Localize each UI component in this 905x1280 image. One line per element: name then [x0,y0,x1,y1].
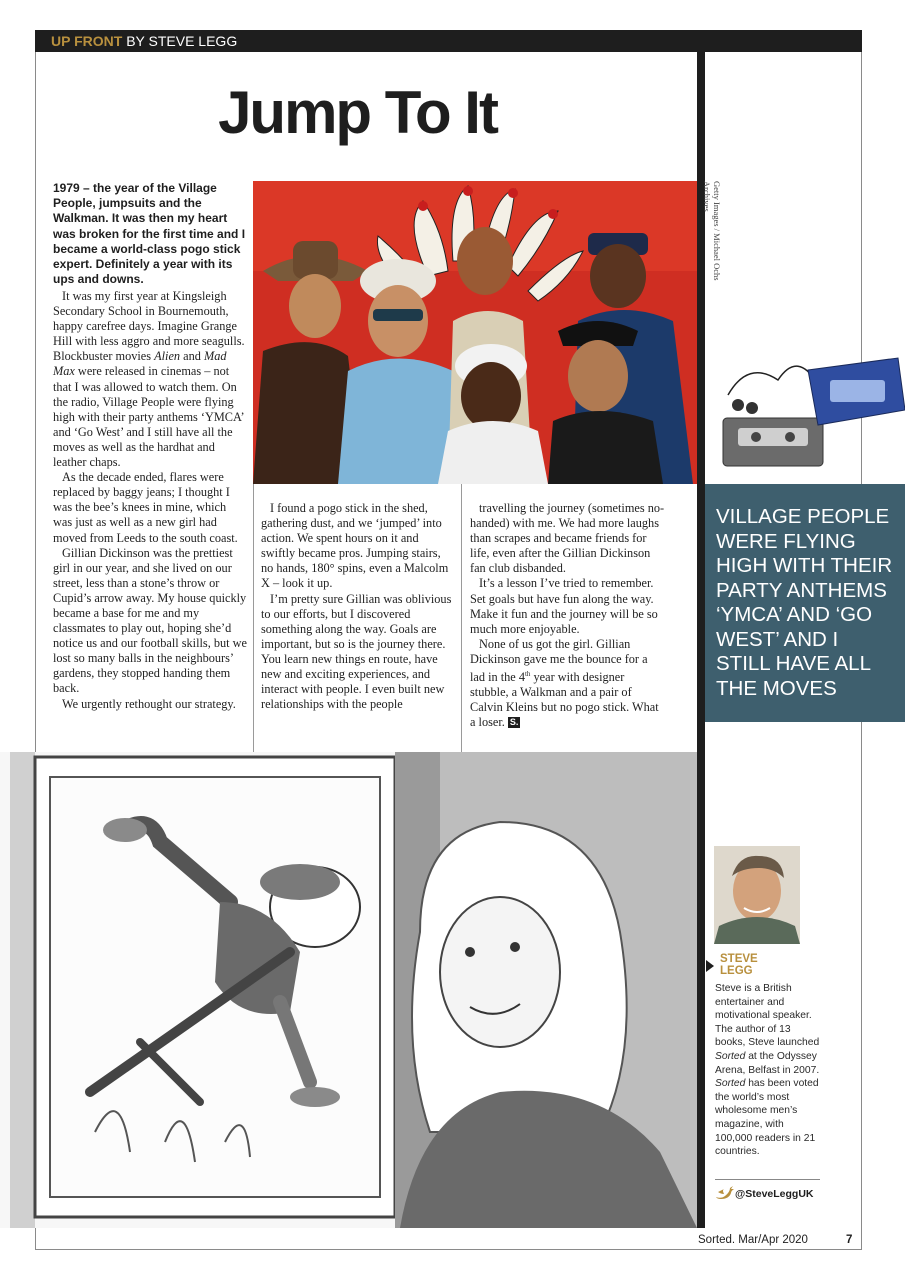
paragraph: It’s a lesson I’ve tried to remember. Set goals but have fun along the way. Make it fun and the journey will be so much more enjoyable. [470,576,658,636]
photo-credit: Getty Images / Michael Ochs Archives [702,181,722,281]
paragraph: As the decade ended, flares were replaced by baggy jeans; I thought I was the bee’s knees in mine, which was just as well as a new girl had moved from Leeds to the south coast. [53,470,238,545]
magazine-issue: Sorted. Mar/Apr 2020 [698,1234,808,1246]
end-mark: S. [509,717,519,728]
paragraph: travelling the journey (sometimes no-handed) with me. We had more laughs than scrapes and became friends for life, even after the Gillian Dickinson fan club disbanded. [470,501,665,576]
twitter-bird-icon [715,1186,735,1200]
article-column-3 [470,501,665,731]
bio-divider [715,1179,820,1180]
twitter-handle-link[interactable]: @SteveLeggUK [715,1186,835,1202]
cassette-walkman-image [718,340,905,470]
paragraph: None of us got the girl. Gillian Dickinson gave me the bounce for a lad in the 4th year with designer stubble, a Walkman and a pair of Calvin Kleins but no pogo stick. What a loser. S. [470,636,659,730]
page-footer [620,1231,860,1249]
section-header [35,30,862,52]
author-name: STEVE LEGG [720,953,758,977]
page-number: 7 [846,1234,853,1246]
column-rule [253,484,254,752]
byline: BY STEVE LEGG [122,33,238,49]
author-pointer-icon [706,960,714,972]
avatar [714,846,800,944]
pogo-cartoon-illustration [0,752,697,1228]
section-kicker: UP FRONT [51,33,123,49]
paragraph: We urgently rethought our strategy. [62,696,236,711]
village-people-photo [253,181,697,484]
headline: Jump To It [218,79,497,146]
paragraph: I found a pogo stick in the shed, gathering dust, and we ‘jumped’ into action. We spent hours on it and swiftly became pros. Jumping stairs, no hands, 180° spins, even a Malcolm X – look it up. [261,501,449,591]
pull-quote: VILLAGE PEOPLE WERE FLYING HIGH WITH THEIR PARTY ANTHEMS ‘YMCA’ AND ‘GO WEST’ AND I STILL HAVE ALL THE MOVES [705,484,905,722]
author-bio: Steve is a British entertainer and motivational speaker. The author of 13 books, Steve launched Sorted at the Odyssey Arena, Belfast in 2007. Sorted has been voted the world’s most wholesome men’s magazine, with 100,000 readers in 21 countries. [715,983,820,1158]
column-rule [461,484,462,752]
paragraph: I’m pretty sure Gillian was oblivious to our efforts, but I discovered something along the way. Goals are important, but so is the journey there. You learn new things en route, have new and exciting experiences, and interact with people. I even built new relationships with the people [261,591,452,712]
article-column-1 [53,289,248,712]
sidebar-divider [697,52,705,1228]
paragraph: It was my first year at Kingsleigh Secondary School in Bournemouth, happy carefree days. Imagine Grange Hill with less aggro and more seagulls. Blockbuster movies Alien and Mad Max were released in cinemas – not that I was allowed to watch them. On the radio, Village People were flying high with their party anthems ‘YMCA’ and ‘Go West’ and I still have all the moves as well as the hardhat and leather chaps. [53,289,245,470]
village-people-illustration [253,181,697,484]
standfirst: 1979 – the year of the Village People, jumpsuits and the Walkman. It was then my heart was broken for the first time and I became a world-class pogo stick expert. Definitely a year with its ups and downs. [53,181,246,287]
cassette-icon [718,340,905,470]
author-portrait [714,846,800,944]
article-column-2 [261,501,453,712]
cartoon-drawing [0,752,697,1228]
paragraph: Gillian Dickinson was the prettiest girl in our year, and she lived on our street, less than a stone’s throw or Cupid’s arrow away. My house quickly became a base for me and my classmates to play out, hoping she’d notice us and our football skills, but we lost so many balls in the neighbours’ gardens, they stopped handing them back. [53,545,247,696]
